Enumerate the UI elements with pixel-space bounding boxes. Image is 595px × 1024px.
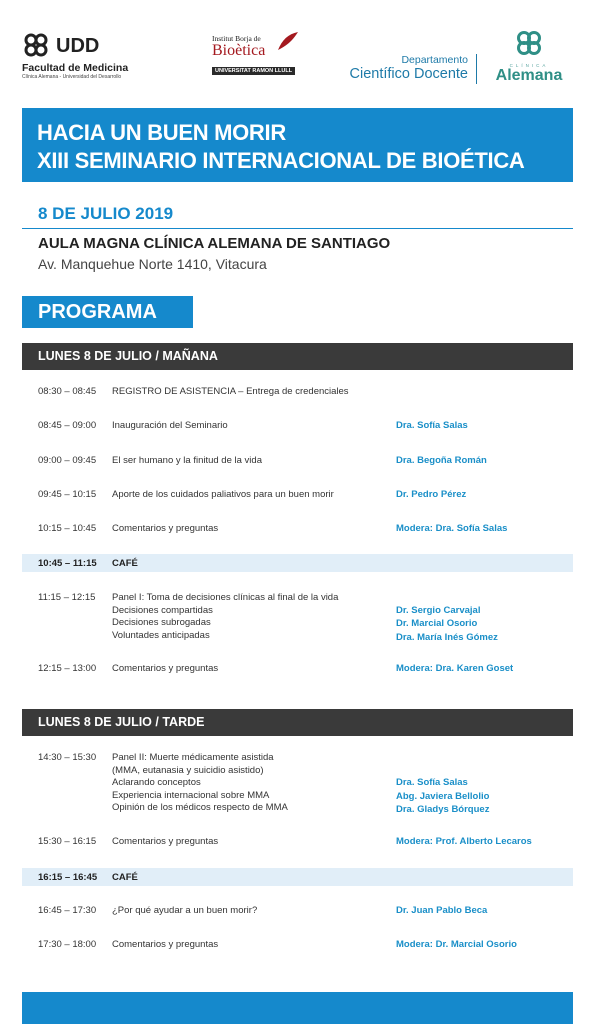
udd-logo — [22, 30, 162, 80]
morning-section-header — [22, 343, 573, 370]
panel-topic: Voluntades anticipadas — [112, 629, 210, 641]
row-speaker: Dr. Marcial Osorio — [396, 618, 478, 629]
department-divider — [476, 54, 477, 84]
row-title: Aporte de los cuidados paliativos para un buen morir — [112, 489, 334, 500]
row-time: 08:45 – 09:00 — [38, 420, 97, 431]
event-venue: AULA MAGNA CLÍNICA ALEMANA DE SANTIAGO — [38, 235, 391, 252]
row-speaker: Dr. Pedro Pérez — [396, 489, 467, 500]
svg-text:UDD: UDD — [56, 35, 100, 55]
row-time: 14:30 – 15:30 — [38, 752, 97, 763]
panel-topic: (MMA, eutanasia y suicidio asistido) — [112, 764, 264, 776]
row-time: 08:30 – 08:45 — [38, 386, 97, 397]
row-title: REGISTRO DE ASISTENCIA – Entrega de credenciales — [112, 386, 349, 397]
logo-strip — [0, 0, 595, 100]
row-speaker: Dra. Sofía Salas — [396, 420, 468, 431]
panel-topic: Decisiones compartidas — [112, 604, 213, 616]
row-time: 11:15 – 12:15 — [38, 592, 96, 603]
department-line1: Departamento — [401, 54, 468, 66]
row-speaker: Dr. Juan Pablo Beca — [396, 905, 488, 916]
banner-subtitle: XIII SEMINARIO INTERNACIONAL DE BIOÉTICA — [37, 148, 525, 173]
title-banner — [22, 108, 573, 182]
panel-topic: Opinión de los médicos respecto de MMA — [112, 802, 288, 813]
row-speaker: Abg. Javiera Bellolio — [396, 790, 490, 802]
banner-title: HACIA UN BUEN MORIR — [37, 120, 286, 145]
udd-subline: Clínica Alemana - Universidad del Desarrollo — [22, 74, 122, 80]
cafe-break-row — [22, 868, 573, 886]
alemana-logo — [484, 28, 574, 84]
row-speaker: Dr. Sergio Carvajal — [396, 604, 481, 616]
borja-leaf-icon — [276, 30, 300, 52]
program-label-box — [22, 296, 193, 328]
row-time: 15:30 – 16:15 — [38, 836, 97, 847]
program-label: PROGRAMA — [38, 301, 157, 323]
row-speaker: Modera: Dra. Karen Goset — [396, 663, 514, 674]
footer-band — [22, 992, 573, 1024]
row-speaker: Dra. Sofía Salas — [396, 777, 468, 788]
panel-title: Panel II: Muerte médicamente asistida — [112, 752, 274, 763]
row-speaker: Dra. Gladys Bórquez — [396, 804, 490, 815]
panel-topic: Decisiones subrogadas — [112, 617, 211, 628]
row-title: El ser humano y la finitud de la vida — [112, 455, 262, 466]
alemana-line1: CLÍNICA — [509, 63, 549, 68]
divider — [22, 228, 573, 229]
cafe-time: 10:45 – 11:15 — [38, 558, 97, 569]
afternoon-header-label: LUNES 8 DE JULIO / TARDE — [38, 715, 205, 729]
row-title: ¿Por qué ayudar a un buen morir? — [112, 905, 258, 916]
row-speaker: Modera: Prof. Alberto Lecaros — [396, 836, 532, 847]
row-title: Comentarios y preguntas — [112, 523, 219, 534]
department-label — [336, 54, 468, 82]
event-address: Av. Manquehue Norte 1410, Vitacura — [38, 256, 267, 272]
row-time: 09:45 – 10:15 — [38, 489, 97, 500]
morning-header-label: LUNES 8 DE JULIO / MAÑANA — [38, 349, 218, 363]
borja-line2: Bioètica — [212, 42, 266, 59]
cafe-label: CAFÉ — [112, 872, 138, 883]
panel-topic: Experiencia internacional sobre MMA — [112, 789, 270, 801]
row-time: 17:30 – 18:00 — [38, 939, 97, 950]
udd-wordmark — [56, 35, 114, 55]
department-line2: Científico Docente — [349, 66, 468, 82]
row-time: 09:00 – 09:45 — [38, 455, 97, 466]
alemana-line2: Alemana — [495, 67, 563, 84]
udd-emblem-icon — [22, 31, 50, 59]
row-title: Comentarios y preguntas — [112, 663, 219, 674]
row-title: Comentarios y preguntas — [112, 939, 219, 950]
row-time: 12:15 – 13:00 — [38, 663, 97, 674]
row-speaker: Modera: Dr. Marcial Osorio — [396, 939, 517, 950]
panel-title: Panel I: Toma de decisiones clínicas al final de la vida — [112, 592, 339, 603]
cafe-label: CAFÉ — [112, 558, 138, 569]
row-speaker: Modera: Dra. Sofía Salas — [396, 523, 508, 534]
row-title: Comentarios y preguntas — [112, 836, 219, 847]
cafe-break-row — [22, 554, 573, 572]
afternoon-section-header — [22, 709, 573, 736]
row-title: Inauguración del Seminario — [112, 420, 228, 431]
alemana-emblem-icon — [514, 28, 544, 58]
row-speaker: Dra. María Inés Gómez — [396, 631, 498, 643]
borja-line3: UNIVERSITAT RAMON LLULL — [212, 67, 295, 75]
panel-topic: Aclarando conceptos — [112, 777, 201, 788]
borja-logo — [212, 34, 316, 77]
row-speaker: Dra. Begoña Román — [396, 455, 487, 466]
udd-faculty-name: Facultad de Medicina — [22, 62, 129, 74]
cafe-time: 16:15 – 16:45 — [38, 872, 98, 883]
event-date: 8 DE JULIO 2019 — [38, 204, 174, 223]
row-time: 10:15 – 10:45 — [38, 523, 97, 534]
row-time: 16:45 – 17:30 — [38, 905, 97, 916]
borja-line1: Institut Borja de — [212, 34, 261, 43]
